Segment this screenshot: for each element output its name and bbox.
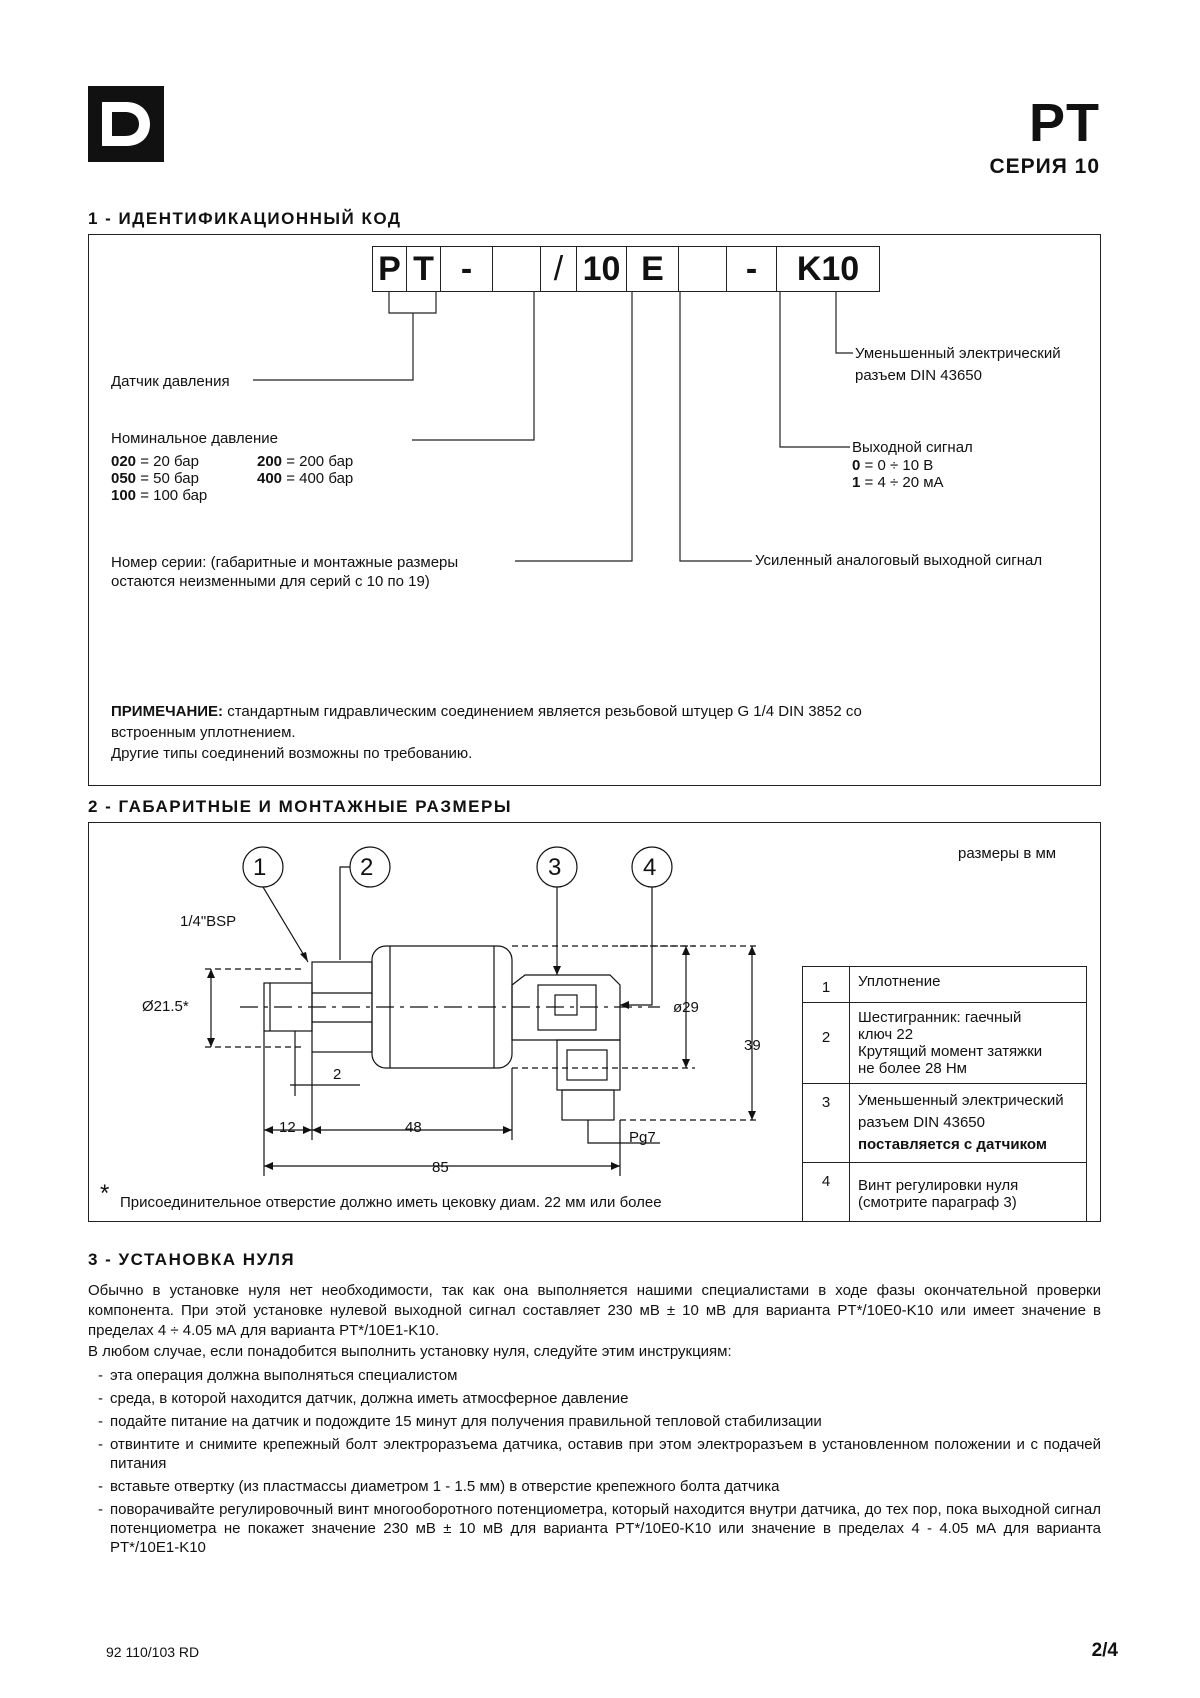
- section3-para1: Обычно в установке нуля нет необходимости, так как она выполняется нашими специалистами в ходе фазы окончательной проверки компонента. При этой установке нулевой выходной сигнал составляет 230 мВ ± 10 мВ для варианта PT*/10E0-K10 или имеет значение в пределах 4 ÷ 4.05 мА для варианта PT*/10E1-K10.: [88, 1282, 1101, 1339]
- part-number: 4: [803, 1163, 850, 1222]
- part-desc: Винт регулировки нуля (смотрите параграф 3): [850, 1163, 1087, 1222]
- product-series: СЕРИЯ 10: [989, 155, 1100, 178]
- callout-4: 4: [643, 854, 657, 881]
- parts-row: [803, 967, 1087, 1003]
- dim-2: 2: [333, 1066, 342, 1083]
- parts-row: [803, 1084, 1087, 1163]
- section1-title: 1 - ИДЕНТИФИКАЦИОННЫЙ КОД: [88, 209, 402, 228]
- label-series-2: остаются неизменными для серий с 10 по 19): [111, 573, 430, 590]
- page-number: 2/4: [1091, 1640, 1118, 1661]
- note-line-3: Другие типы соединений возможны по требованию.: [111, 745, 473, 762]
- label-sensor: Датчик давления: [111, 373, 230, 390]
- pressure-200: 200 = 200 бар: [257, 453, 354, 470]
- callout-2: 2: [360, 854, 374, 881]
- output-0: 0 = 0 ÷ 10 В: [852, 457, 934, 474]
- label-series-1: Номер серии: (габаритные и монтажные размеры: [111, 554, 459, 571]
- part-desc: Уплотнение: [850, 967, 1087, 1003]
- footnote: Присоединительное отверстие должно иметь цековку диам. 22 мм или более: [120, 1194, 662, 1211]
- part-number: 3: [803, 1084, 850, 1163]
- pressure-020: 020 = 20 бар: [111, 453, 199, 470]
- note-line-2: встроенным уплотнением.: [111, 724, 296, 741]
- parts-row: [803, 1163, 1087, 1222]
- code-cell: /: [541, 247, 577, 291]
- dim-85: 85: [432, 1159, 449, 1176]
- code-cell: K10: [796, 250, 860, 288]
- callout-3: 3: [548, 854, 562, 881]
- product-title: PT: [1028, 93, 1100, 153]
- footnote-star: *: [100, 1180, 110, 1207]
- part-number: 2: [803, 1003, 850, 1084]
- part-desc: Уменьшенный электрический разъем DIN 43650 поставляется с датчиком: [850, 1084, 1087, 1163]
- dim-12: 12: [279, 1119, 296, 1136]
- dim-pg7: Pg7: [629, 1129, 656, 1146]
- dim-bsp: 1/4"BSP: [180, 913, 237, 930]
- units-label: размеры в мм: [958, 845, 1057, 862]
- code-cell: -: [441, 247, 493, 291]
- label-output: Выходной сигнал: [852, 439, 973, 456]
- code-cell: T: [407, 247, 441, 291]
- step-item: - вставьте отвертку (из пластмассы диаметром 1 - 1.5 мм) в отверстие крепежного болта датчика: [88, 1477, 1101, 1496]
- step-item: - среда, в которой находится датчик, должна иметь атмосферное давление: [88, 1389, 1101, 1408]
- dim-48: 48: [405, 1119, 422, 1136]
- parts-row: [803, 1003, 1087, 1084]
- step-item: - эта операция должна выполняться специалистом: [88, 1366, 1101, 1385]
- doc-number: 92 110/103 RD: [106, 1644, 200, 1660]
- code-cell: E: [627, 247, 679, 291]
- step-item: - отвинтите и снимите крепежный болт электроразъема датчика, оставив при этом электроразъем в установленном положении и с подачей питания: [88, 1435, 1101, 1473]
- label-connector-2: разъем DIN 43650: [855, 367, 982, 384]
- pressure-400: 400 = 400 бар: [257, 470, 354, 487]
- callout-1: 1: [253, 854, 267, 881]
- dim-29: ø29: [673, 999, 699, 1016]
- label-connector-1: Уменьшенный электрический: [855, 345, 1061, 362]
- steps-list: [88, 1366, 1101, 1561]
- note-line-1: ПРИМЕЧАНИЕ: стандартным гидравлическим соединением является резьбовой штуцер G 1/4 DIN 3852 со: [111, 703, 862, 720]
- output-1: 1 = 4 ÷ 20 мА: [852, 474, 944, 491]
- pressure-100: 100 = 100 бар: [111, 487, 208, 504]
- dim-39: 39: [744, 1037, 761, 1054]
- part-desc: Шестигранник: гаечный ключ 22 Крутящий момент затяжки не более 28 Нм: [850, 1003, 1087, 1084]
- code-cell: -: [727, 247, 777, 291]
- parts-table: [802, 966, 1087, 1222]
- label-nominal-pressure: Номинальное давление: [111, 430, 279, 447]
- section3-para2: В любом случае, если понадобится выполнить установку нуля, следуйте этим инструкциям:: [88, 1343, 732, 1360]
- code-cell: 10: [577, 247, 627, 291]
- section2-title: 2 - ГАБАРИТНЫЕ И МОНТАЖНЫЕ РАЗМЕРЫ: [88, 797, 512, 816]
- label-amplified: Усиленный аналоговый выходной сигнал: [755, 552, 1043, 569]
- pressure-050: 050 = 50 бар: [111, 470, 199, 487]
- step-item: - поворачивайте регулировочный винт многооборотного потенциометра, который находится внутри датчика, до тех пор, пока выходной сигнал потенциометра не покажет значение 230 мВ ± 10 мВ для варианта PT*/10E0-K10 или значение в пределах 4 - 4.05 мА для варианта PT*/10E1-K10: [88, 1500, 1101, 1557]
- section3-title: 3 - УСТАНОВКА НУЛЯ: [88, 1250, 296, 1269]
- code-cell: P: [373, 247, 407, 291]
- dim-21-5: Ø21.5*: [142, 998, 189, 1015]
- part-number: 1: [803, 967, 850, 1003]
- step-item: - подайте питание на датчик и подождите 15 минут для получения правильной тепловой стабилизации: [88, 1412, 1101, 1431]
